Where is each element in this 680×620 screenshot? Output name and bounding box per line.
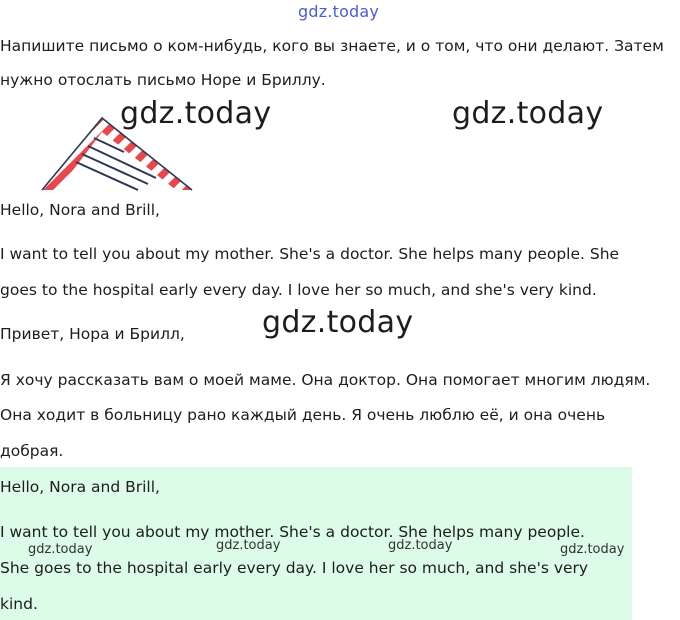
watermark-small-1: gdz.today (28, 542, 93, 557)
answer-line-3: kind. (0, 595, 38, 613)
letter-ru-line-2: Она ходит в больницу рано каждый день. Я очень люблю её, и она очень (0, 406, 606, 424)
letter-ru-line-3: добрая. (0, 442, 64, 460)
letter-ru-greeting: Привет, Нора и Брилл, (0, 325, 185, 343)
watermark-big-2: gdz.today (452, 96, 604, 131)
watermark-big-3: gdz.today (262, 305, 414, 340)
watermark-small-2: gdz.today (216, 538, 281, 553)
watermark-top: gdz.today (298, 2, 380, 21)
letter-en-greeting: Hello, Nora and Brill, (0, 201, 160, 219)
watermark-big-1: gdz.today (120, 96, 272, 131)
envelope-corner-icon (40, 114, 194, 192)
answer-line-2: She goes to the hospital early every day. I love her so much, and she's very (0, 559, 589, 577)
task-line-2: нужно отослать письмо Норе и Бриллу. (0, 71, 326, 89)
answer-line-1: I want to tell you about my mother. She's a doctor. She helps many people. (0, 523, 585, 541)
watermark-small-3: gdz.today (388, 538, 453, 553)
task-line-1: Напишите письмо о ком-нибудь, кого вы знаете, и о том, что они делают. Затем (0, 37, 664, 55)
letter-en-line-2: goes to the hospital early every day. I love her so much, and she's very kind. (0, 281, 597, 299)
letter-en-line-1: I want to tell you about my mother. She's a doctor. She helps many people. She (0, 245, 620, 263)
watermark-small-4: gdz.today (560, 542, 625, 557)
answer-greeting: Hello, Nora and Brill, (0, 478, 160, 496)
letter-ru-line-1: Я хочу рассказать вам о моей маме. Она доктор. Она помогает многим людям. (0, 371, 651, 389)
